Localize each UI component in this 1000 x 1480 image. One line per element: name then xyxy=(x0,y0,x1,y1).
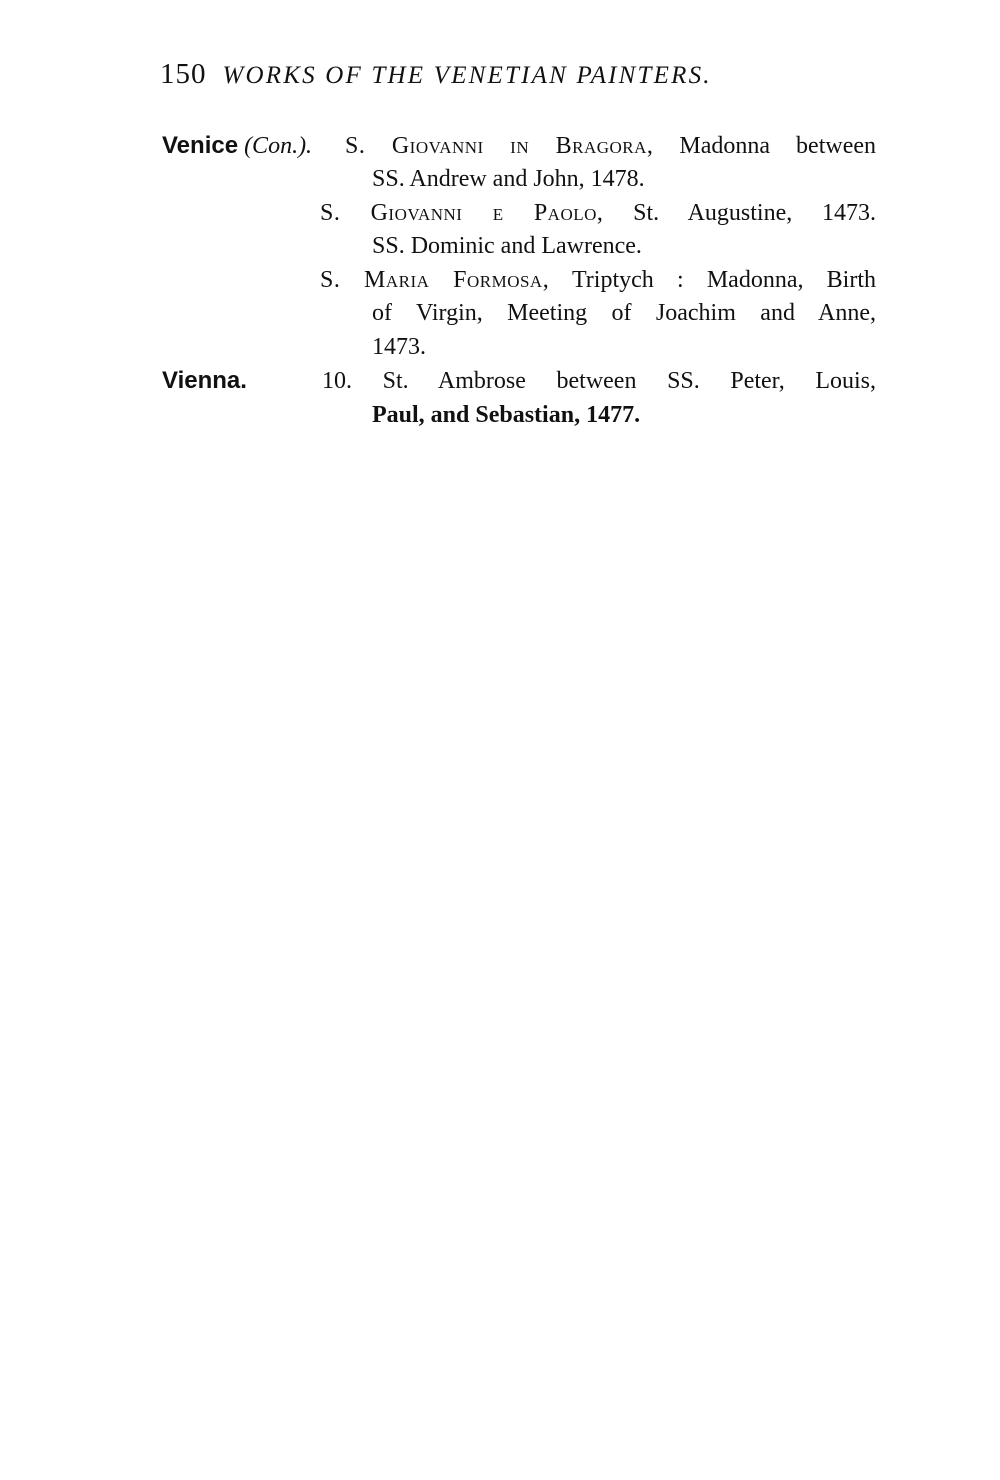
catalogue-number: 10. xyxy=(322,368,352,394)
entry-formosa-description: Triptych : Madonna, Birth xyxy=(571,267,876,293)
running-head xyxy=(160,58,880,98)
entry-giovanni-paolo-line-2: SS. Dominic and Lawrence. xyxy=(372,233,642,259)
church-name-formosa: S. Maria Formosa, xyxy=(320,267,550,293)
entry-giovanni-paolo-line-1 xyxy=(320,198,876,228)
entry-giovanni-paolo-description: St. Augustine, 1473. xyxy=(633,200,876,226)
place-heading-vienna: Vienna. xyxy=(162,367,247,394)
entry-vienna-place xyxy=(162,366,247,396)
church-name-giovanni-paolo: S. Giovanni e Paolo, xyxy=(320,200,604,226)
place-heading-venice: Venice xyxy=(162,132,239,159)
page-number: 150 xyxy=(160,58,207,90)
entry-bragora-description: Madonna between xyxy=(679,133,876,159)
running-title: WORKS OF THE VENETIAN PAINTERS. xyxy=(222,62,712,89)
entry-vienna-description: St. Ambrose between SS. Peter, Louis, xyxy=(382,368,876,394)
entry-formosa-line-3: 1473. xyxy=(372,334,426,360)
entry-vienna-line-1 xyxy=(322,366,876,396)
entry-formosa-line-1 xyxy=(320,265,876,295)
entry-vienna-line-2: Paul, and Sebastian, 1477. xyxy=(372,402,641,428)
entry-venice-line-1 xyxy=(162,131,312,161)
church-name-bragora: S. Giovanni in Bragora, xyxy=(345,133,654,159)
entry-bragora-line-1 xyxy=(345,131,876,161)
continued-note: (Con.). xyxy=(244,133,313,159)
entry-bragora-line-2: SS. Andrew and John, 1478. xyxy=(372,166,645,192)
entry-formosa-line-2: of Virgin, Meeting of Joachim and Anne, xyxy=(372,300,876,326)
